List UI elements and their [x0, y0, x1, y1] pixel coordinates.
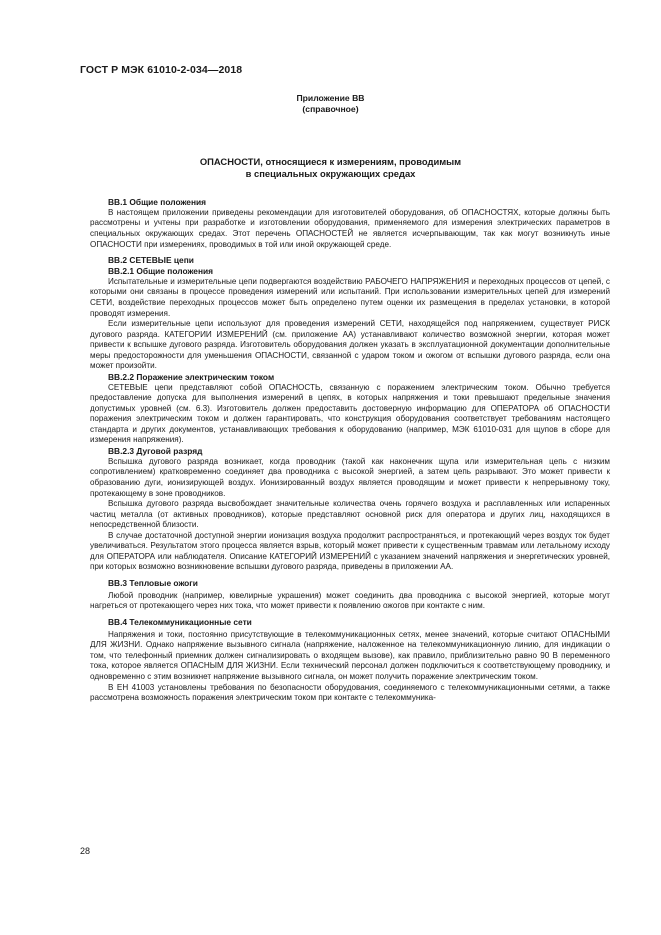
section-heading: ВВ.2.2 Поражение электрическим током — [108, 371, 275, 382]
paragraph: Если измерительные цепи используют для проведения измерений СЕТИ, находящейся под напряжением, существует РИСК дугового разряда. КАТЕГОРИИ ИЗМЕРЕНИЙ (см. приложение АА) устанавливают количество возможной энергии, которая может привести к вспышке дугового разряда. Изготовитель оборудования должен указать в эксплуатационной документации дополнительные меры предосторожности для уменьшения ОПАСНОСТИ, связанной с ударом током и ожогом от вспышки дугового разряда, если она может произойти. — [90, 319, 610, 371]
paragraph: В случае достаточной доступной энергии ионизация воздуха продолжит распространяться, и протекающий через воздух ток будет увеличиваться. Результатом этого процесса является взрыв, который может привести к существенным травмам или летальному исходу для ОПЕРАТОРА или наблюдателя. Описание КАТЕГОРИЙ ИЗМЕРЕНИЙ с указанием значений напряжения и энергетических уровней, при которых возможно возникновение вспышки дугового разряда, приведены в приложении АА. — [90, 530, 610, 572]
page-number: 28 — [80, 846, 91, 856]
paragraph: В настоящем приложении приведены рекомендации для изготовителей оборудования, об ОПАСНОСТЯХ, которые должны быть рассмотрены и учтены при разработке и изготовлении оборудования, применяемого для измерения электрических параметров в специальных окружающих средах. Этот перечень ОПАСНОСТЕЙ не является исчерпывающим, так как могут возникнуть иные ОПАСНОСТИ при измерениях, проводимых в той или иной окружающей среде. — [90, 207, 610, 249]
annex-heading-line-2: в специальных окружающих средах — [245, 168, 416, 179]
paragraph: Вспышка дугового разряда высвобождает значительные количества очень горячего воздуха и расплавленных или испаренных частиц металла (от активных проводников), которые представляют основной риск для оператора и других лиц, находящихся в непосредственной близости. — [90, 499, 610, 530]
document-header: ГОСТ Р МЭК 61010-2-034—2018 — [80, 64, 243, 76]
paragraph: Вспышка дугового разряда возникает, когда проводник (такой как наконечник щупа или измерительная цепь с низким сопротивлением) кратковременно соединяет два проводника с высокой энергией, а затем цепь разрывают. Это может привести к образованию дуги, ионизирующей воздух. Ионизированный воздух является проводящим и может привести к непрерывному току, протекающему в зоне проводников. — [90, 456, 610, 498]
section-heading: ВВ.2 СЕТЕВЫЕ цепи — [108, 255, 194, 266]
section-heading: ВВ.3 Тепловые ожоги — [108, 577, 198, 588]
paragraph: Испытательные и измерительные цепи подвергаются воздействию РАБОЧЕГО НАПРЯЖЕНИЯ и переходных процессов от цепей, с которыми они связаны в процессе проведения измерений или испытаний. При использовании измерительных цепей для измерений СЕТИ, воздействие переходных процессов может быть определено путем оценки их размещения в пределах установки, в которой проводят измерения. — [90, 276, 610, 318]
paragraph: Напряжения и токи, постоянно присутствующие в телекоммуникационных сетях, менее значений, которые считают ОПАСНЫМИ ДЛЯ ЖИЗНИ. Однако напряжение вызывного сигнала (напряжение, наложенное на телекоммуникационную линию, для индикации о том, что телефонный приемник должен сигнализировать о входящем вызове), как правило, приблизительно равно 90 В переменного тока, которое является ОПАСНЫМ ДЛЯ ЖИЗНИ. Если технический персонал должен подключиться к соответствующему проводнику, и одновременно с этим возникнет напряжение вызывного сигнала, он может получить поражение электрическим током. — [90, 629, 610, 682]
section-heading: ВВ.4 Телекоммуникационные сети — [108, 616, 252, 627]
document-body — [90, 197, 610, 704]
paragraph: Любой проводник (например, ювелирные украшения) может соединить два проводника с высокой энергией, которые могут нагреться от протекающего через них тока, что может привести к появлению ожогов при контакте с ним. — [90, 590, 610, 611]
annex-type: (справочное) — [302, 104, 359, 114]
annex-heading-line-1: ОПАСНОСТИ, относящиеся к измерениям, проводимым — [199, 156, 462, 167]
section-heading: ВВ.1 Общие положения — [108, 197, 207, 207]
paragraph: В ЕН 41003 установлены требования по безопасности оборудования, соединяемого с телекоммуникационными сетями, а также рассмотрена возможность поражения электрическим током при контакте с телекоммуника- — [90, 682, 610, 703]
section-heading: ВВ.2.1 Общие положения — [108, 266, 214, 276]
section-heading: ВВ.2.3 Дуговой разряд — [108, 446, 203, 457]
annex-title: Приложение ВВ — [296, 93, 365, 103]
paragraph: СЕТЕВЫЕ цепи представляют собой ОПАСНОСТЬ, связанную с поражением электрическим током. Обычно требуется предоставление допуска для выполнения измерений в цепях, в которых напряжения и токи превышают предельные значения допустимых уровней (см. 6.3). Изготовитель должен предоставить достоверную информацию для ОПЕРАТОРА об ОПАСНОСТИ поражения электрическим током и должен гарантировать, что конструкция оборудования соответствует требованиям настоящего стандарта и других документов, устанавливающих требования к оборудованию (например, МЭК 61010-031 для щупов в сборе для измерения напряжения). — [90, 382, 610, 445]
